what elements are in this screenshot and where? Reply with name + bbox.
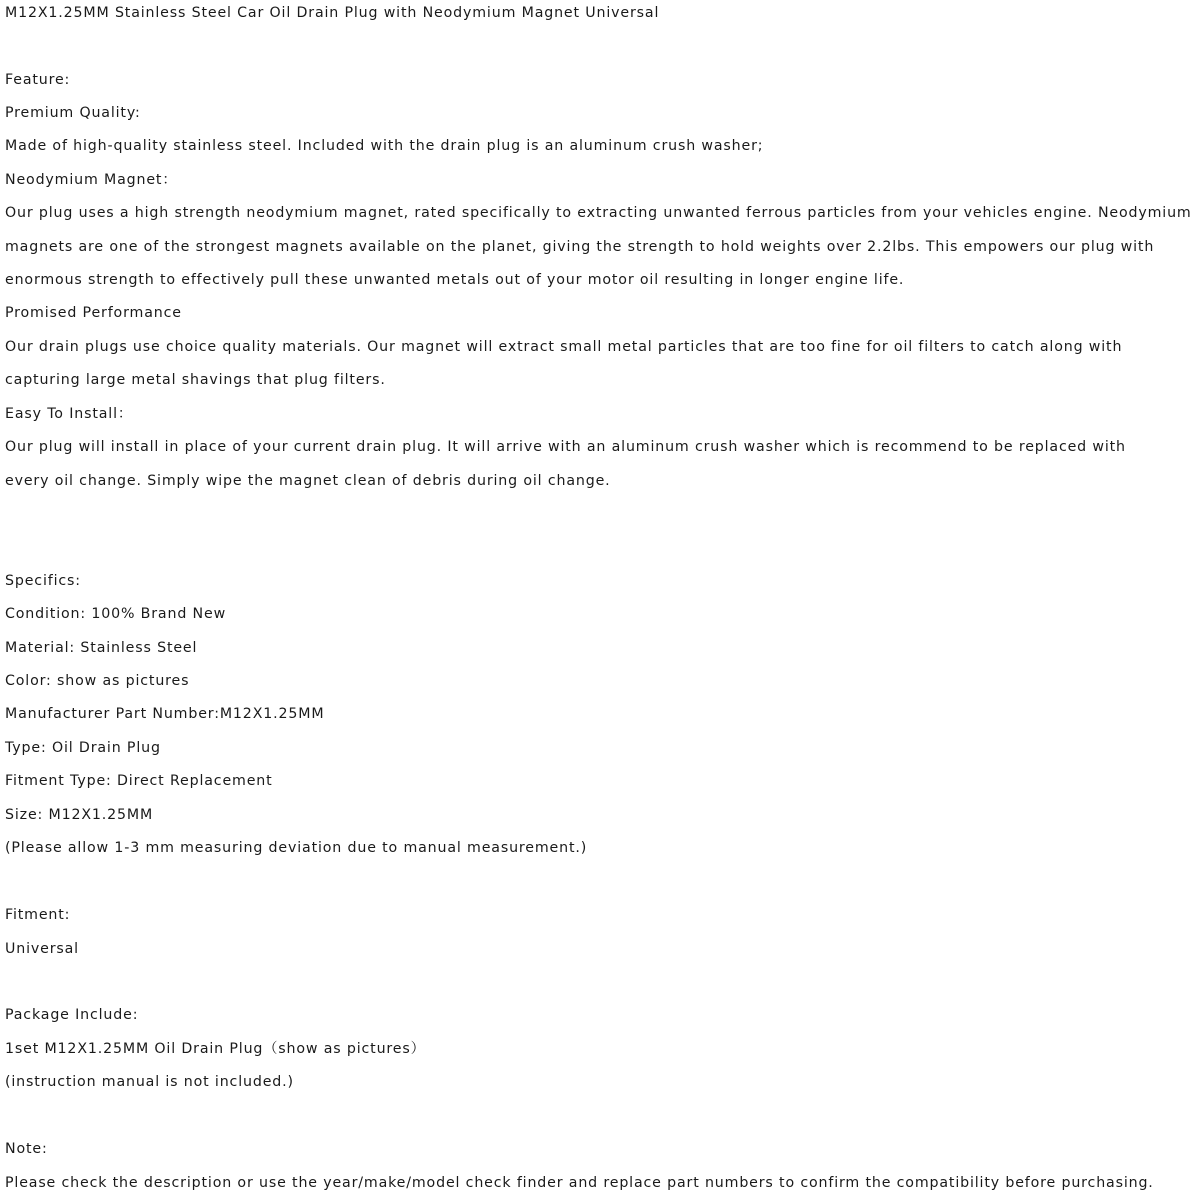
specifics-item: Manufacturer Part Number:M12X1.25MM [5,706,325,722]
specifics-item: Material: Stainless Steel [5,640,198,656]
premium-quality-heading: Premium Quality: [5,105,141,121]
specifics-item: Color: show as pictures [5,673,190,689]
promised-performance-line-2: capturing large metal shavings that plug filters. [5,372,386,388]
neodymium-magnet-line-2: magnets are one of the strongest magnets available on the planet, giving the strength to hold weights over 2.2lbs. This empowers our plug with [5,239,1155,255]
easy-to-install-heading: Easy To Install： [5,406,133,422]
neodymium-magnet-line-3: enormous strength to effectively pull these unwanted metals out of your motor oil resulting in longer engine life. [5,272,905,288]
measurement-note: (Please allow 1-3 mm measuring deviation due to manual measurement.) [5,840,588,856]
specifics-item: Condition: 100% Brand New [5,606,227,622]
specifics-item: Fitment Type: Direct Replacement [5,773,273,789]
specifics-item: Type: Oil Drain Plug [5,740,161,756]
package-item: (instruction manual is not included.) [5,1074,294,1090]
neodymium-magnet-heading: Neodymium Magnet： [5,172,178,188]
note-heading: Note: [5,1141,48,1157]
feature-heading: Feature: [5,72,71,88]
specifics-item: Size: M12X1.25MM [5,807,154,823]
promised-performance-line-1: Our drain plugs use choice quality materials. Our magnet will extract small metal particles that are too fine for oil filters to catch along with [5,339,1123,355]
note-text: Please check the description or use the year/make/model check finder and replace part numbers to confirm the compatibility before purchasing. [5,1175,1154,1191]
package-heading: Package Include: [5,1007,139,1023]
fitment-value: Universal [5,941,79,957]
package-item: 1set M12X1.25MM Oil Drain Plug（show as pictures） [5,1041,426,1057]
neodymium-magnet-line-1: Our plug uses a high strength neodymium magnet, rated specifically to extracting unwanted ferrous particles from your vehicles engine. Neodymium [5,205,1192,221]
specifics-heading: Specifics: [5,573,81,589]
premium-quality-text: Made of high-quality stainless steel. Included with the drain plug is an aluminum crush washer; [5,138,764,154]
product-title: M12X1.25MM Stainless Steel Car Oil Drain Plug with Neodymium Magnet Universal [5,5,660,21]
promised-performance-heading: Promised Performance [5,305,182,321]
fitment-heading: Fitment: [5,907,71,923]
easy-to-install-line-2: every oil change. Simply wipe the magnet clean of debris during oil change. [5,473,611,489]
easy-to-install-line-1: Our plug will install in place of your current drain plug. It will arrive with an aluminum crush washer which is recommend to be replaced with [5,439,1126,455]
